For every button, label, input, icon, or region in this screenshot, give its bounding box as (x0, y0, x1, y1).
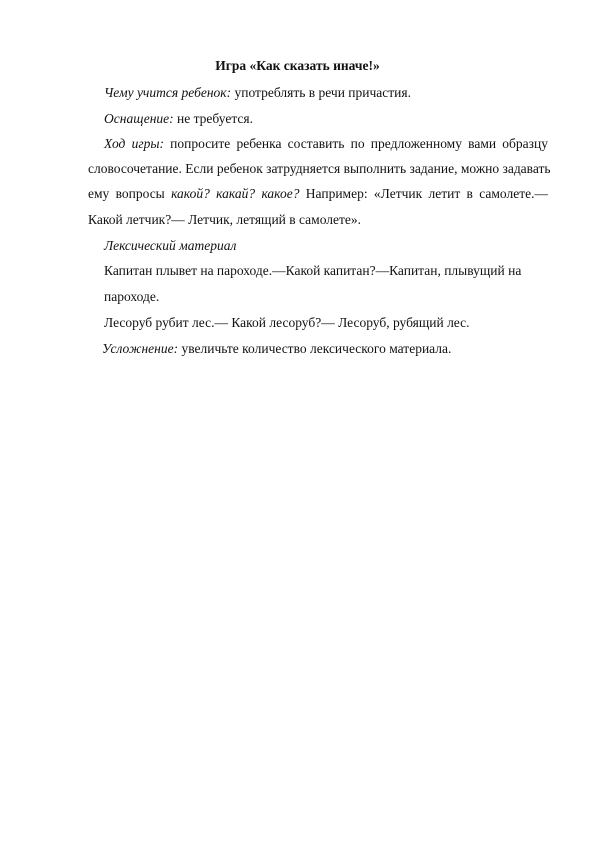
course-line-2-text: словосочетание. Если ребенок затрудняется выполнить задание, можно задавать (88, 161, 551, 176)
course-line-4: Какой летчик?— Летчик, летящий в самолете». (88, 212, 362, 227)
complication-text: увеличьте количество лексического материала. (178, 341, 452, 356)
lexical-item-1-line-2: пароходе. (104, 289, 160, 304)
lexical-label: Лексический материал (104, 238, 237, 253)
equipment-paragraph (104, 111, 253, 127)
course-questions: какой? какай? какое? (171, 186, 300, 201)
learn-label: Чему учится ребенок: (104, 85, 232, 100)
learn-text: употреблять в речи причастия. (231, 85, 411, 100)
learn-paragraph (104, 85, 411, 101)
course-line-2 (88, 161, 551, 177)
course-line-1-text: попросите ребенка составить по предложенному вами образцу (170, 136, 548, 151)
complication-paragraph (102, 341, 451, 357)
equipment-text: не требуется. (173, 111, 253, 126)
lexical-item-2: Лесоруб рубит лес.— Какой лесоруб?— Лесоруб, рубящий лес. (104, 315, 470, 330)
course-line-1 (104, 136, 548, 152)
complication-label: Усложнение: (102, 341, 179, 356)
lexical-item-1-line-1: Капитан плывет на пароходе.—Какой капитан?—Капитан, плывущий на (104, 263, 522, 278)
course-line-3-post: Например: «Летчик летит в самолете.— (299, 186, 548, 201)
course-label: Ход игры: (104, 136, 164, 151)
page-title: Игра «Как сказать иначе!» (215, 58, 380, 73)
course-line-3 (88, 186, 548, 202)
course-line-3-pre: ему вопросы (88, 186, 172, 201)
equipment-label: Оснащение: (104, 111, 174, 126)
